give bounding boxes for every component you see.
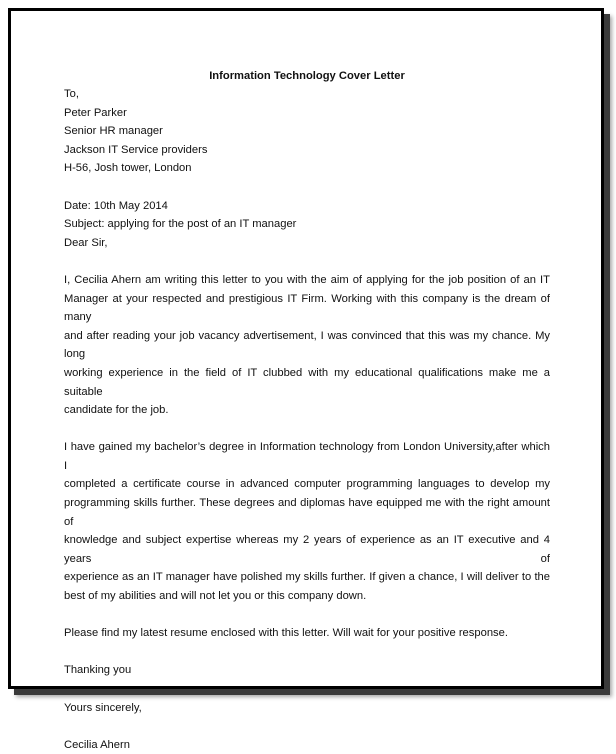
cover-letter-page (64, 67, 550, 754)
paragraph-line: and after reading your job vacancy advertisement, I was convinced that this was my chance. My long (64, 329, 550, 361)
paragraph-line: I, Cecilia Ahern am writing this letter to you with the aim of applying for the job position of an IT (64, 273, 550, 286)
spacer (64, 420, 550, 439)
paragraph-introduction (64, 271, 550, 420)
paragraph-line: I have gained my bachelor’s degree in Information technology from London University,after which I (64, 441, 550, 472)
paragraph-line: completed a certificate course in advanced computer programming languages to develop my (64, 478, 550, 491)
recipient-position: Senior HR manager (64, 125, 163, 138)
paragraph-qualifications (64, 438, 550, 605)
document-frame (8, 8, 604, 751)
paragraph-line: best of my abilities and will not let you or this company down. (64, 590, 367, 603)
spacer (64, 606, 550, 625)
paragraph-resume: Please find my latest resume enclosed with this letter. Will wait for your positive response. (64, 627, 508, 640)
recipient-name: Peter Parker (64, 106, 127, 119)
letter-signature: Cecilia Ahern (64, 738, 130, 751)
recipient-company: Jackson IT Service providers (64, 143, 208, 156)
spacer (64, 680, 550, 699)
spacer (64, 717, 550, 736)
recipient-to: To, (64, 88, 79, 100)
paragraph-line: Manager at your respected and prestigious IT Firm. Working with this company is the dream of many (64, 292, 550, 324)
paragraph-line: experience as an IT manager have polished my skills further. If given a chance, I will deliver to the (64, 571, 550, 584)
letter-date: Date: 10th May 2014 (64, 199, 168, 212)
paragraph-line: programming skills further. These degrees and diplomas have equipped me with the right amount of (64, 497, 550, 528)
letter-thanks: Thanking you (64, 664, 132, 677)
letter-subject: Subject: applying for the post of an IT manager (64, 218, 297, 231)
spacer (64, 178, 550, 197)
spacer (64, 643, 550, 662)
paragraph-line: knowledge and subject expertise whereas my 2 years of experience as an IT executive and 4 years of (64, 534, 550, 565)
spacer (64, 252, 550, 271)
letter-closing: Yours sincerely, (64, 701, 142, 714)
paragraph-line: working experience in the field of IT clubbed with my educational qualifications make me a suitable (64, 366, 550, 398)
document-title: Information Technology Cover Letter (209, 70, 405, 82)
paragraph-line: candidate for the job. (64, 404, 169, 417)
recipient-address: H-56, Josh tower, London (64, 162, 192, 175)
letter-greeting: Dear Sir, (64, 236, 108, 249)
